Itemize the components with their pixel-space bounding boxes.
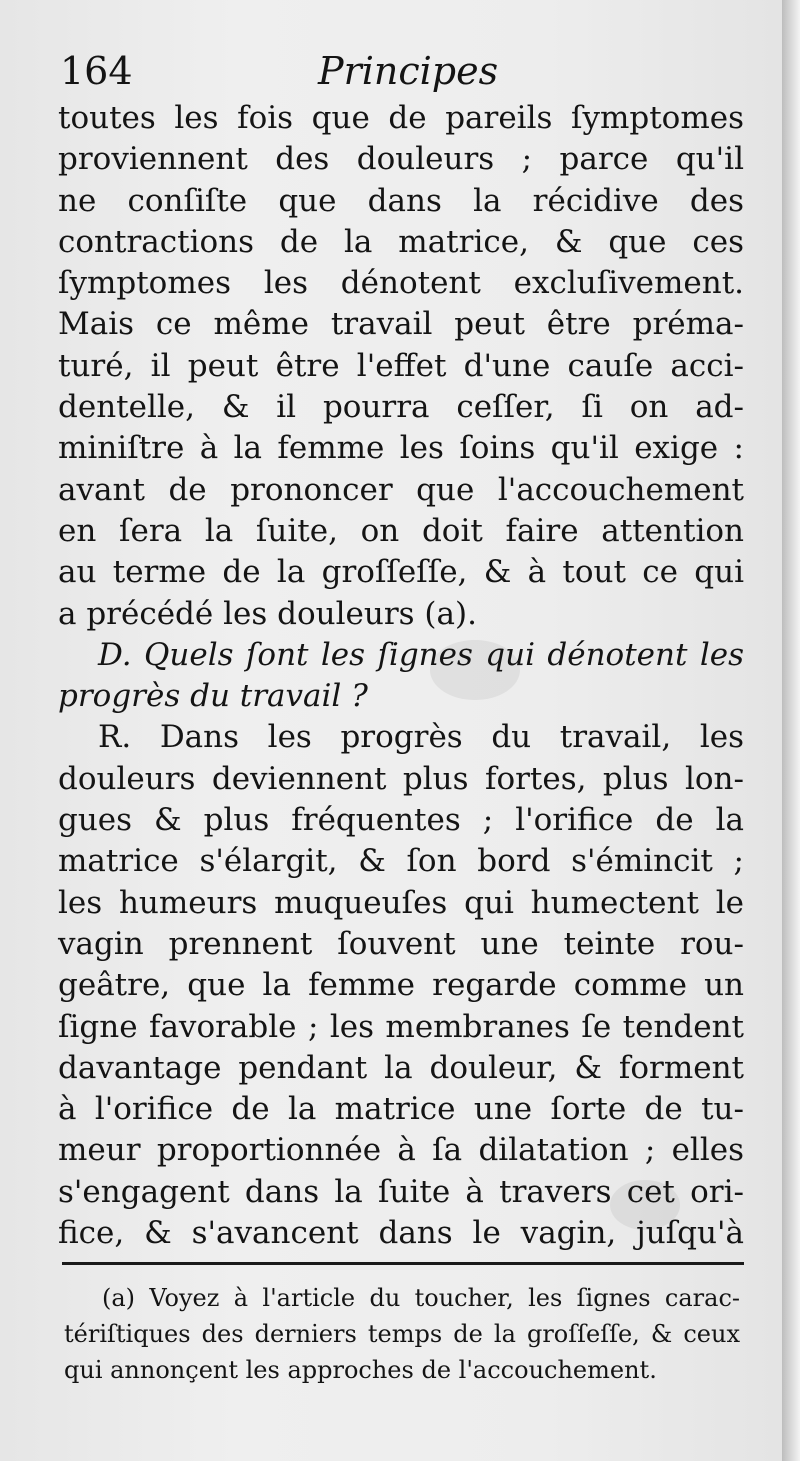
text-line: proviennent des douleurs ; parce qu'il <box>58 141 744 178</box>
text-line: à l'orifice de la matrice une ſorte de tu- <box>58 1091 744 1128</box>
page-header <box>60 46 740 96</box>
footnote-rule <box>62 1262 744 1265</box>
text-line: miniſtre à la femme les ſoins qu'il exige : <box>58 430 744 467</box>
text-line: dentelle, & il pourra ceſſer, ſi on ad- <box>58 389 744 426</box>
text-line: ſigne favorable ; les membranes ſe tendent <box>58 1008 744 1045</box>
footnote-line: tériſtiques des derniers temps de la groſſeſſe, & ceux <box>64 1320 740 1348</box>
text-line: ſymptomes les dénotent excluſivement. <box>58 265 744 302</box>
text-line: gues & plus fréquentes ; l'orifice de la <box>58 802 744 839</box>
text-line: s'engagent dans la ſuite à travers cet ori- <box>58 1173 744 1210</box>
text-line: avant de prononcer que l'accouchement <box>58 471 744 508</box>
text-line: douleurs deviennent plus fortes, plus lon- <box>58 760 744 797</box>
footnote <box>64 1280 740 1388</box>
running-head: Principes <box>318 49 499 93</box>
footnote-line: (a) Voyez à l'article du toucher, les ſignes carac- <box>102 1284 740 1312</box>
page-number: 164 <box>60 49 133 93</box>
text-line: matrice s'élargit, & ſon bord s'émincit ; <box>58 843 744 880</box>
text-line: vagin prennent ſouvent une teinte rou- <box>58 925 744 962</box>
text-line: Mais ce même travail peut être préma- <box>58 306 744 343</box>
main-text <box>58 98 744 1254</box>
text-line: geâtre, que la femme regarde comme un <box>58 967 744 1004</box>
text-line: a précédé les douleurs (a). <box>58 595 477 632</box>
footnote-line: qui annonçent les approches de l'accouchement. <box>64 1356 657 1384</box>
question-line: progrès du travail ? <box>58 678 368 715</box>
text-line: les humeurs muqueuſes qui humectent le <box>58 884 744 921</box>
text-line: ne conſiſte que dans la récidive des <box>58 182 744 219</box>
page-edge-shadow <box>782 0 800 1461</box>
text-line: contractions de la matrice, & que ces <box>58 223 744 260</box>
text-line: au terme de la groſſeſſe, & à tout ce qui <box>58 554 744 591</box>
text-line: fice, & s'avancent dans le vagin, juſqu'à <box>58 1215 744 1252</box>
text-line: davantage pendant la douleur, & forment <box>58 1049 744 1086</box>
question-line: D. Quels ſont les ſignes qui dénotent les <box>98 636 744 673</box>
answer-line: R. Dans les progrès du travail, les <box>98 719 744 756</box>
text-line: turé, il peut être l'effet d'une cauſe acci- <box>58 347 744 384</box>
text-line: toutes les fois que de pareils ſymptomes <box>58 100 744 136</box>
text-line: en ſera la ſuite, on doit faire attention <box>58 512 744 549</box>
text-line: meur proportionnée à ſa dilatation ; elles <box>58 1132 744 1169</box>
